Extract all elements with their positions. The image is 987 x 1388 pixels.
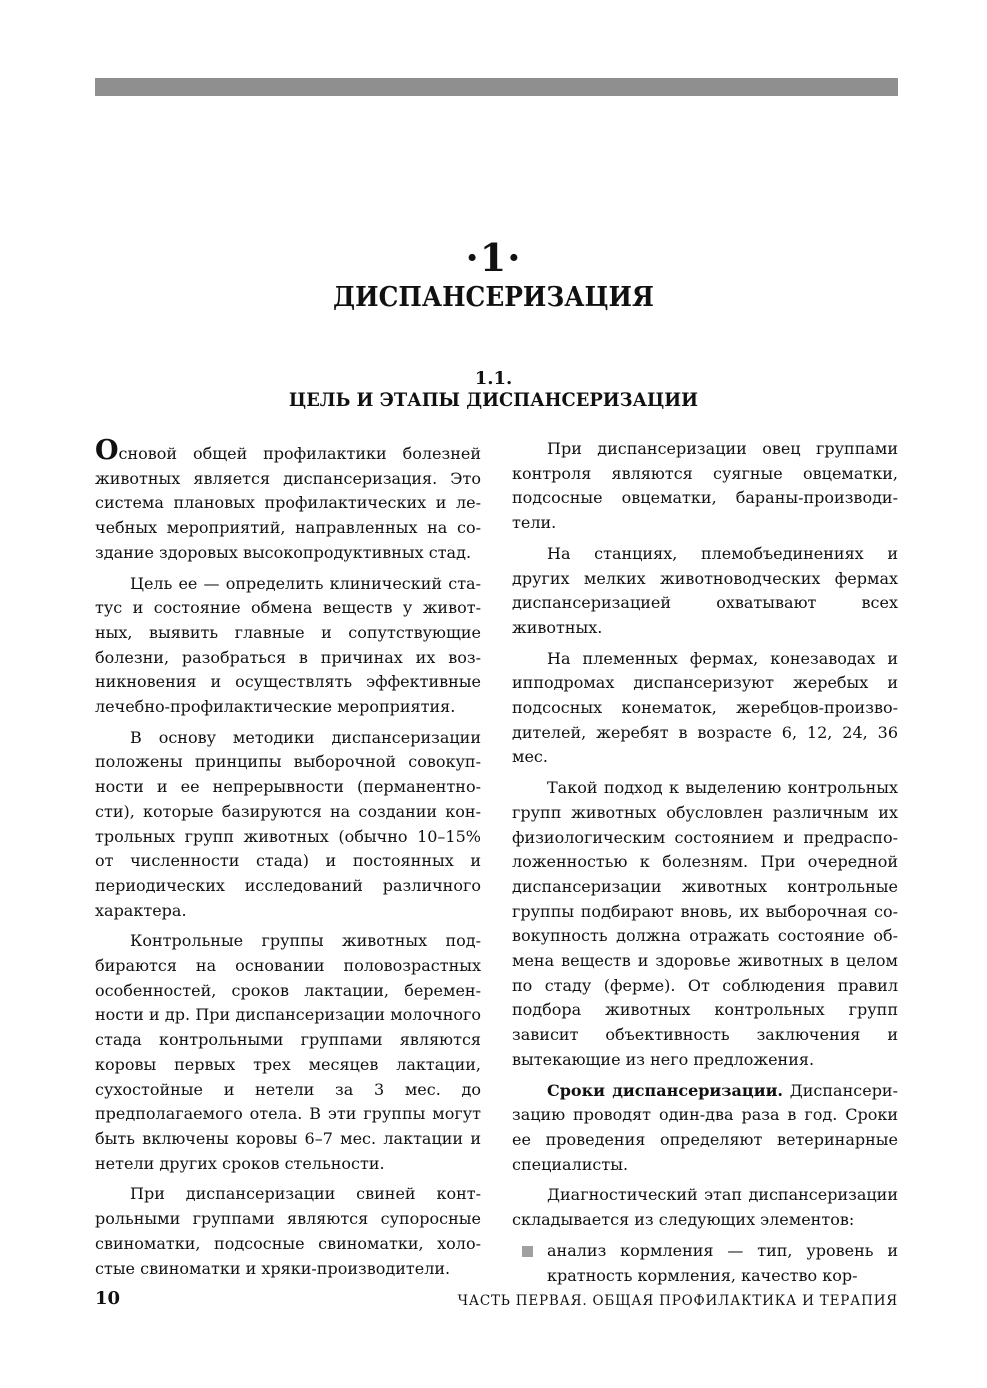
paragraph-diagnostic-stage: Диагностический этап диспансеризации складывается из следующих элементов: <box>512 1185 898 1230</box>
paragraph-intro-text: сновой общей профилактики болезней животных является диспансеризация. Это система плановых профилактических и лечебных мероприятий, направленных на создание здоровых высокопродуктивных стад. <box>95 444 481 562</box>
header-rule-bar <box>95 78 898 96</box>
paragraph-intro <box>95 437 481 566</box>
section-number: 1.1. <box>474 368 513 389</box>
left-text-column <box>95 437 481 1287</box>
paragraph-pigs: При диспансеризации свиней контрольными группами являются супоросные свиноматки, подсосные свиноматки, холостые свиноматки и хряки-производители. <box>95 1184 481 1278</box>
terms-text: Диспансеризацию проводят один-два раза в год. Сроки ее проведения определяют ветеринарные специалисты. <box>512 1080 898 1174</box>
chapter-number: ·1· <box>465 235 522 280</box>
paragraph-goal: Цель ее — определить клинический статус и состояние обмена веществ у животных, выявить главные и сопутствующие болезни, разобраться в причинах их возникновения и осуществлять эффективные лечебно-профилактические мероприятия. <box>95 573 481 717</box>
paragraph-approach: Такой подход к выделению контрольных групп животных обусловлен различным их физиологическим состоянием и предрасположенностью к болезням. При очередной диспансеризации животных контрольные группы подбирают вновь, их выборочная совокупность должна отражать состояние обмена веществ и здоровье животных в целом по стаду (ферме). От соблюдения правил подбора животных контрольных групп зависит объективность заключения и вытекающие из него предложения. <box>512 778 898 1069</box>
paragraph-stations: На станциях, племобъединениях и других мелких животноводческих фермах диспансеризацией охватывают всех животных. <box>512 543 898 637</box>
paragraph-methodology: В основу методики диспансеризации положены принципы выборочной совокупности и ее непрерывности (перманентности), которые базируются на создании контрольных групп животных (обычно 10–15% от численности стада) и постоянных и периодических исследований различного характера. <box>95 727 481 920</box>
running-footer-title: ЧАСТЬ ПЕРВАЯ. ОБЩАЯ ПРОФИЛАКТИКА И ТЕРАПИЯ <box>457 1293 898 1309</box>
right-text-column <box>512 437 898 1288</box>
list-item <box>512 1239 898 1288</box>
section-title: ЦЕЛЬ И ЭТАПЫ ДИСПАНСЕРИЗАЦИИ <box>288 389 699 411</box>
chapter-title: ДИСПАНСЕРИЗАЦИЯ <box>333 282 654 313</box>
list-item-text: анализ кормления — тип, уровень и кратность кормления, качество кор- <box>547 1240 898 1285</box>
paragraph-terms <box>512 1079 898 1178</box>
terms-heading: Сроки диспансеризации. <box>547 1080 783 1100</box>
paragraph-sheep: При диспансеризации овец группами контроля являются суягные овцематки, подсосные овцематки, бараны-производители. <box>512 439 898 533</box>
paragraph-horses: На племенных фермах, конезаводах и ипподромах диспансеризуют жеребых и подсосных конематок, жеребцов-производителей, жеребят в возрасте 6, 12, 24, 36 мес. <box>512 648 898 767</box>
page-number: 10 <box>95 1288 121 1309</box>
drop-cap: О <box>95 435 119 466</box>
square-bullet-icon <box>522 1246 533 1257</box>
paragraph-control-groups: Контрольные группы животных подбираются на основании половозрастных особенностей, сроков лактации, беременности и др. При диспансеризации молочного стада контрольными группами являются коровы первых трех месяцев лактации, сухостойные и нетели за 3 мес. до предполагаемого отела. В эти группы могут быть включены коровы 6–7 мес. лактации и нетели других сроков стельности. <box>95 931 481 1173</box>
